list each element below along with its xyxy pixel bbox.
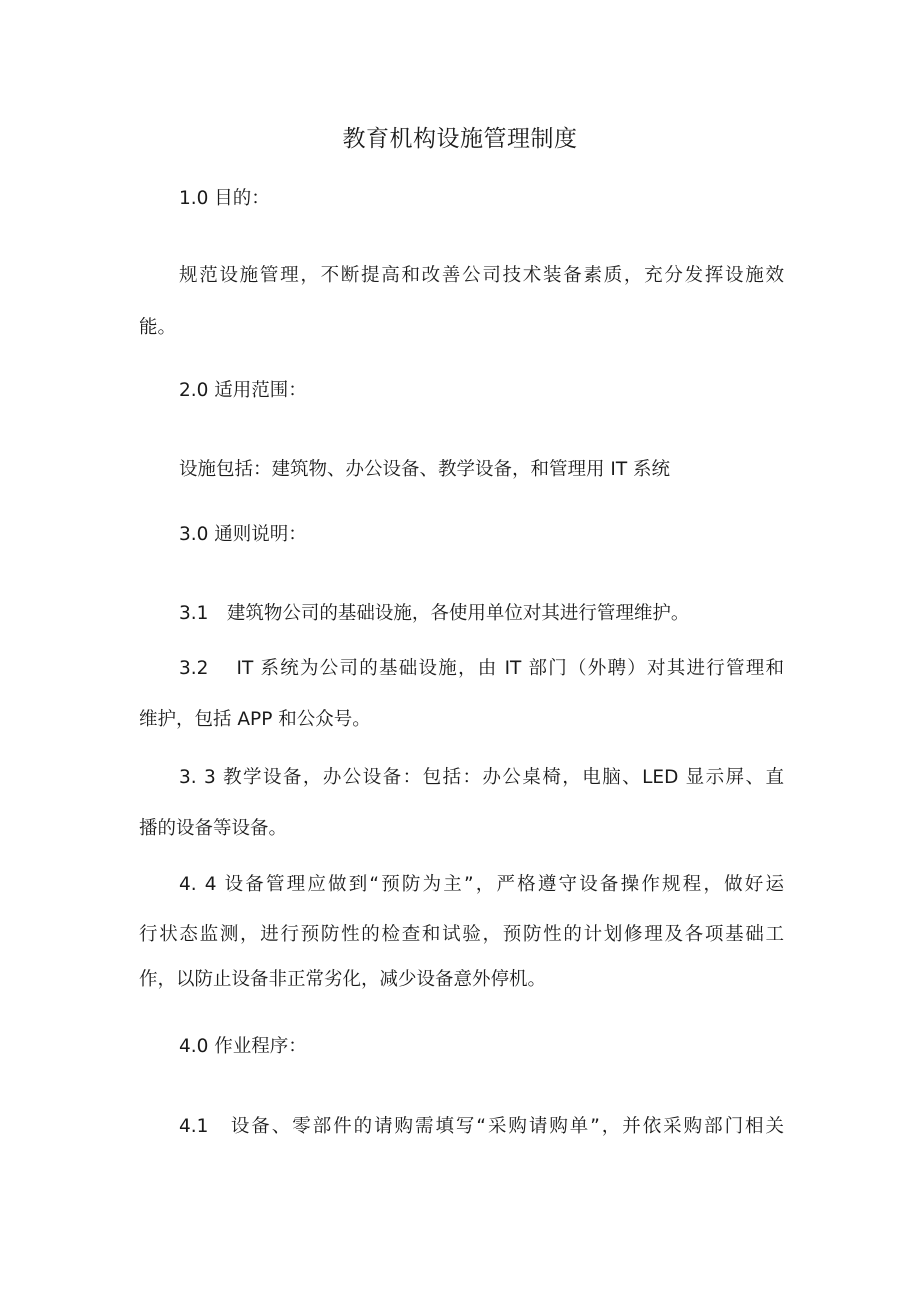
section-heading-purpose: 1.0 目的： [179,188,270,209]
section-heading-general: 3.0 通则说明： [179,524,307,545]
section-heading-procedure: 4.0 作业程序： [179,1036,307,1057]
clause-3-2-line-2: 维护，包括 APP 和公众号。 [139,709,371,730]
clause-3-3-line-1: 3. 3 教学设备，办公设备：包括：办公桌椅，电脑、LED 显示屏、直 [179,767,784,788]
clause-4-4-line-3: 作，以防止设备非正常劣化，减少设备意外停机。 [139,969,547,990]
paragraph-purpose-line-2: 能。 [139,317,177,338]
clause-4-1-line-1: 4.1 设备、零部件的请购需填写“采购请购单”，并依采购部门相关 [179,1116,784,1137]
clause-3-1: 3.1 建筑物公司的基础设施，各使用单位对其进行管理维护。 [179,603,690,624]
clause-3-3-line-2: 播的设备等设备。 [139,818,288,839]
clause-3-2-line-1: 3.2 IT 系统为公司的基础设施，由 IT 部门（外聘）对其进行管理和 [179,658,784,679]
clause-4-4-line-2: 行状态监测，进行预防性的检查和试验，预防性的计划修理及各项基础工 [139,924,784,945]
section-heading-scope: 2.0 适用范围： [179,380,307,401]
document-title: 教育机构设施管理制度 [342,126,578,152]
paragraph-scope: 设施包括：建筑物、办公设备、教学设备，和管理用 IT 系统 [179,459,671,480]
paragraph-purpose-line-1: 规范设施管理，不断提高和改善公司技术装备素质，充分发挥设施效 [179,265,784,286]
clause-4-4-line-1: 4. 4 设备管理应做到“预防为主”，严格遵守设备操作规程，做好运 [179,874,784,895]
